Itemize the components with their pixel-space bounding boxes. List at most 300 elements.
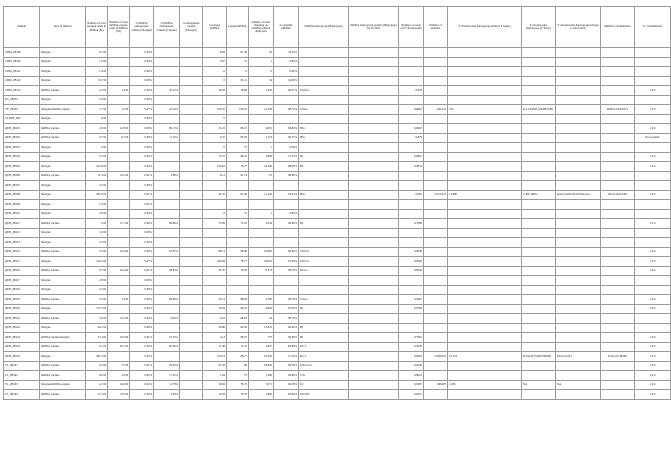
table-cell: 100.73: [203, 352, 227, 362]
column-header: % endogenous content (Shotgun): [180, 7, 203, 48]
table-cell: [154, 143, 180, 153]
table-cell: [556, 133, 601, 143]
table-cell: [448, 323, 522, 333]
table-cell: [154, 152, 180, 162]
table-cell: H1: [299, 333, 349, 343]
table-cell: Not possible: [635, 133, 671, 143]
table-cell: [399, 314, 424, 324]
table-cell: 1: [249, 57, 274, 67]
table-cell: [203, 181, 227, 191]
table-cell: 105.6 M: [86, 162, 108, 172]
table-cell: 2.5 M: [86, 238, 108, 248]
table-cell: 32.15%: [154, 86, 180, 96]
table-cell: 1-2%: [635, 266, 671, 276]
table-cell: [522, 57, 556, 67]
table-cell: [180, 352, 203, 362]
table-cell: [556, 314, 601, 324]
table-cell: 99.99%: [274, 333, 299, 343]
table-cell: 0: [249, 67, 274, 77]
table-cell: [154, 276, 180, 286]
table-cell: K1c1: [299, 352, 349, 362]
table-cell: 10.9 M: [108, 333, 130, 343]
table-cell: [448, 48, 522, 58]
table-cell: [180, 266, 203, 276]
table-cell: QEB_2B103: [4, 143, 40, 153]
table-row: [4, 333, 671, 343]
table-row: [4, 190, 671, 200]
table-cell: [522, 152, 556, 162]
table-cell: [349, 390, 399, 400]
table-cell: 14 M: [108, 86, 130, 96]
table-cell: [601, 133, 635, 143]
table-cell: 1-2%: [635, 342, 671, 352]
table-cell: 1,960: [249, 390, 274, 400]
table-cell: 1: [249, 209, 274, 219]
table-cell: 68.77: [227, 352, 249, 362]
table-cell: [299, 95, 349, 105]
table-cell: 33.33%: [274, 48, 299, 58]
table-cell: [299, 200, 349, 210]
table-cell: 11.3 M: [86, 171, 108, 181]
table-cell: 78.74: [227, 380, 249, 390]
table-cell: [180, 143, 203, 153]
table-cell: R1B1b-M-SJ0113: [601, 105, 635, 115]
table-cell: 69.68%: [154, 295, 180, 305]
table-cell: [154, 238, 180, 248]
table-cell: [424, 257, 448, 267]
table-cell: 12 M: [108, 105, 130, 115]
table-cell: [349, 247, 399, 257]
table-cell: 3,827: [249, 342, 274, 352]
table-row: [4, 152, 671, 162]
table-cell: 1-2%: [635, 295, 671, 305]
table-cell: [349, 152, 399, 162]
table-cell: [601, 276, 635, 286]
table-cell: [522, 342, 556, 352]
table-cell: 2.9 M: [86, 209, 108, 219]
table-cell: 10,895: [249, 247, 274, 257]
table-cell: [349, 295, 399, 305]
table-cell: 65.06%: [154, 342, 180, 352]
table-cell: [635, 228, 671, 238]
table-cell: 0.9538: [399, 342, 424, 352]
table-cell: H1: [299, 219, 349, 229]
table-cell: Shotgun: [40, 181, 86, 191]
table-cell: [180, 228, 203, 238]
table-cell: QEB_2B119: [4, 295, 40, 305]
table-cell: [108, 152, 130, 162]
table-cell: [424, 238, 448, 248]
table-cell: [522, 257, 556, 267]
table-row: [4, 143, 671, 153]
table-cell: 0.00%: [130, 323, 154, 333]
table-cell: [249, 276, 274, 286]
table-cell: [448, 181, 522, 191]
table-cell: K1c1: [299, 342, 349, 352]
table-cell: 1,260: [249, 371, 274, 381]
table-cell: H1: [299, 152, 349, 162]
table-cell: mtDNA capture: [40, 371, 86, 381]
table-cell: 2.5 M: [86, 181, 108, 191]
table-cell: mtDNA capture: [40, 124, 86, 134]
table-cell: QEB_2B107: [4, 181, 40, 191]
table-cell: [227, 114, 249, 124]
table-cell: 5,936,052: [424, 352, 448, 362]
table-cell: 0.02%: [130, 152, 154, 162]
table-cell: 32.00%: [274, 76, 299, 86]
table-cell: [424, 152, 448, 162]
table-cell: 0.00%: [130, 143, 154, 153]
table-cell: 291.2 M: [86, 352, 108, 362]
table-cell: [448, 171, 522, 181]
table-cell: [635, 285, 671, 295]
table-cell: CDM_2B111: [4, 67, 40, 77]
table-cell: 1.6 M: [86, 95, 108, 105]
table-cell: [601, 361, 635, 371]
column-header: Y chromosome haplogroup marker (Y fuzzy): [448, 7, 522, 48]
table-row: [4, 390, 671, 400]
table-cell: 18: [249, 48, 274, 58]
table-cell: [180, 200, 203, 210]
table-cell: [349, 200, 399, 210]
table-cell: 13.57: [203, 152, 227, 162]
table-cell: [349, 190, 399, 200]
table-cell: 18,893: [249, 361, 274, 371]
table-cell: 13.6 M: [108, 390, 130, 400]
table-cell: [601, 304, 635, 314]
table-cell: [180, 333, 203, 343]
table-cell: [556, 105, 601, 115]
table-cell: [424, 361, 448, 371]
table-cell: [448, 76, 522, 86]
table-cell: [448, 342, 522, 352]
column-header: Number of reads on Y chromosome: [399, 7, 424, 48]
table-cell: [349, 171, 399, 181]
table-cell: [249, 95, 274, 105]
table-cell: [556, 304, 601, 314]
table-cell: QEB_2B114: [4, 247, 40, 257]
table-cell: T2b7a1: [299, 257, 349, 267]
table-cell: [180, 181, 203, 191]
table-cell: 0: [203, 67, 227, 77]
table-cell: mtDNA capture: [40, 361, 86, 371]
table-cell: R-CTS4358 (V9AB1338): [522, 105, 556, 115]
column-header: mtDNA haplogroup (Haplogrep): [299, 7, 349, 48]
table-cell: [556, 371, 601, 381]
table-cell: [399, 48, 424, 58]
table-cell: 196.29: [203, 257, 227, 267]
table-cell: 86.13: [203, 247, 227, 257]
table-cell: 0.01%: [130, 333, 154, 343]
table-cell: QEB_2B106: [4, 171, 40, 181]
table-cell: CDM_2B100: [4, 48, 40, 58]
table-cell: [349, 266, 399, 276]
table-cell: 13 M: [108, 295, 130, 305]
table-cell: [108, 190, 130, 200]
table-cell: 4,655: [249, 124, 274, 134]
table-cell: 0.02%: [130, 371, 154, 381]
table-cell: 0.00%: [130, 219, 154, 229]
table-cell: CDM_2B101: [4, 57, 40, 67]
table-row: [4, 247, 671, 257]
table-cell: [556, 171, 601, 181]
table-cell: 9.7 M: [108, 133, 130, 143]
table-cell: 2.5 M: [86, 247, 108, 257]
table-row: [4, 76, 671, 86]
table-cell: [601, 162, 635, 172]
table-cell: [349, 67, 399, 77]
table-cell: 0.07%: [130, 105, 154, 115]
table-cell: 57.10%: [274, 352, 299, 362]
table-cell: [522, 95, 556, 105]
table-cell: [154, 162, 180, 172]
table-cell: 67.26: [227, 190, 249, 200]
table-cell: 4,785: [249, 295, 274, 305]
table-cell: H5a: [299, 133, 349, 143]
table-cell: H1: [299, 304, 349, 314]
table-cell: [601, 380, 635, 390]
table-cell: [180, 257, 203, 267]
table-cell: 11,102: [249, 190, 274, 200]
table-cell: Shotgun: [40, 57, 86, 67]
table-cell: [635, 171, 671, 181]
table-cell: 0.8023: [399, 371, 424, 381]
table-cell: [154, 114, 180, 124]
table-cell: J2a1a1a2b2-M67: [601, 190, 635, 200]
table-cell: [108, 257, 130, 267]
column-header: Y contamination: [635, 7, 671, 48]
table-cell: 61.39: [227, 48, 249, 58]
table-cell: 91.74: [227, 171, 249, 181]
table-cell: 3.7 M: [86, 133, 108, 143]
table-cell: [108, 228, 130, 238]
table-cell: 11.3 M: [86, 390, 108, 400]
table-cell: 84.40%: [274, 323, 299, 333]
table-cell: V35: [299, 371, 349, 381]
table-cell: [108, 276, 130, 286]
table-cell: [424, 133, 448, 143]
table-cell: [180, 304, 203, 314]
table-cell: 73: [227, 57, 249, 67]
table-cell: [154, 57, 180, 67]
table-cell: [108, 200, 130, 210]
table-cell: QEB_2B101: [4, 124, 40, 134]
table-cell: [424, 333, 448, 343]
table-cell: [556, 48, 601, 58]
results-spreadsheet: [3, 6, 663, 400]
table-cell: [522, 238, 556, 248]
table-cell: [399, 143, 424, 153]
table-cell: [203, 95, 227, 105]
table-cell: [180, 67, 203, 77]
table-cell: [299, 114, 349, 124]
table-cell: [424, 247, 448, 257]
table-cell: [349, 95, 399, 105]
table-cell: 3,153: [249, 133, 274, 143]
table-cell: 0.07%: [130, 257, 154, 267]
table-row: [4, 171, 671, 181]
column-header: % mtDNA endogenous content (Shotgun): [130, 7, 154, 48]
table-cell: Shotgun: [40, 190, 86, 200]
table-cell: 78.79: [227, 390, 249, 400]
table-cell: [299, 276, 349, 286]
table-cell: 0.00%: [130, 228, 154, 238]
table-cell: Shotgun: [40, 228, 86, 238]
table-cell: [299, 285, 349, 295]
table-cell: 0.00%: [130, 48, 154, 58]
table-cell: [522, 114, 556, 124]
table-cell: Shotgun: [40, 152, 86, 162]
table-cell: [180, 295, 203, 305]
table-cell: 0.00%: [130, 247, 154, 257]
table-cell: 3.2 M: [86, 228, 108, 238]
column-header: Sample: [4, 7, 40, 48]
table-cell: 0.00%: [130, 342, 154, 352]
table-cell: [274, 95, 299, 105]
table-cell: [274, 238, 299, 248]
table-cell: [299, 228, 349, 238]
table-cell: [601, 209, 635, 219]
table-cell: 6.37: [203, 133, 227, 143]
table-cell: 3.88%: [154, 171, 180, 181]
table-cell: mtDNA capture/shotgun: [40, 333, 86, 343]
table-cell: 16.35%: [154, 333, 180, 343]
table-cell: [203, 228, 227, 238]
table-cell: [601, 200, 635, 210]
table-cell: 1-2%: [635, 257, 671, 267]
table-cell: Shotgun: [40, 162, 86, 172]
table-cell: [249, 114, 274, 124]
table-cell: [274, 114, 299, 124]
table-cell: [424, 276, 448, 286]
table-cell: [108, 57, 130, 67]
table-cell: [399, 276, 424, 286]
table-cell: [556, 228, 601, 238]
table-cell: 6 M: [86, 219, 108, 229]
table-cell: 86.13: [227, 124, 249, 134]
table-cell: [274, 285, 299, 295]
table-cell: [180, 162, 203, 172]
table-cell: 0.23: [203, 314, 227, 324]
table-cell: 99.00%: [274, 171, 299, 181]
table-cell: [108, 238, 130, 248]
table-cell: 7,071: [249, 380, 274, 390]
table-cell: [601, 152, 635, 162]
column-header: Coverage mtDNA: [203, 7, 227, 48]
table-cell: [448, 152, 522, 162]
table-cell: 0.2 M: [86, 361, 108, 371]
table-cell: [399, 209, 424, 219]
table-cell: [424, 162, 448, 172]
table-cell: 99.84%: [274, 124, 299, 134]
table-cell: [448, 247, 522, 257]
table-cell: [154, 304, 180, 314]
table-cell: 0.00%: [274, 57, 299, 67]
table-cell: [399, 95, 424, 105]
table-cell: [349, 371, 399, 381]
table-cell: 17.1 M: [108, 219, 130, 229]
table-cell: [227, 276, 249, 286]
table-cell: [349, 76, 399, 86]
table-cell: [154, 48, 180, 58]
table-cell: [154, 209, 180, 219]
table-cell: 0.00%: [130, 295, 154, 305]
table-cell: [556, 95, 601, 105]
header-row: [4, 7, 671, 48]
table-row: [4, 380, 671, 390]
table-cell: 1.9 M: [86, 200, 108, 210]
table-cell: [601, 295, 635, 305]
table-cell: [601, 285, 635, 295]
table-cell: 0.02%: [130, 380, 154, 390]
table-cell: 8 M: [86, 114, 108, 124]
table-cell: [556, 390, 601, 400]
table-cell: 33.04: [203, 304, 227, 314]
table-cell: 0.00%: [130, 57, 154, 67]
table-cell: Shotgun: [40, 76, 86, 86]
table-cell: [424, 342, 448, 352]
table-cell: [635, 48, 671, 58]
table-cell: [299, 143, 349, 153]
table-cell: [556, 361, 601, 371]
table-cell: 0.00%: [130, 390, 154, 400]
table-cell: 0.8234: [399, 266, 424, 276]
table-cell: 86.15%: [154, 124, 180, 134]
table-cell: 19 M: [108, 371, 130, 381]
table-cell: [556, 276, 601, 286]
table-cell: [154, 190, 180, 200]
table-cell: [349, 361, 399, 371]
table-cell: [299, 238, 349, 248]
table-cell: 21.53%: [274, 152, 299, 162]
table-cell: 69.59: [227, 323, 249, 333]
table-cell: 16.58: [203, 86, 227, 96]
table-cell: [424, 209, 448, 219]
column-header: % clonality mtDNA: [274, 7, 299, 48]
table-cell: TL_2B101: [4, 361, 40, 371]
table-cell: 0.01%: [130, 200, 154, 210]
table-cell: K1a1a: [299, 266, 349, 276]
table-cell: 3,869: [249, 152, 274, 162]
table-cell: Shotgun: [40, 200, 86, 210]
table-cell: [522, 162, 556, 172]
table-cell: [424, 57, 448, 67]
table-cell: [556, 124, 601, 134]
table-cell: 8.11: [203, 171, 227, 181]
table-cell: 0.02%: [130, 304, 154, 314]
table-cell: [448, 390, 522, 400]
table-cell: 0.01%: [130, 190, 154, 200]
table-cell: QEB_2B108: [4, 190, 40, 200]
table-cell: [399, 171, 424, 181]
table-cell: 0.7 M: [86, 48, 108, 58]
table-cell: [448, 133, 522, 143]
table-cell: L-BY-18972: [522, 190, 556, 200]
table-cell: [601, 57, 635, 67]
table-cell: 3-1%: [635, 219, 671, 229]
table-cell: 23,290: [249, 162, 274, 172]
table-cell: R-Z2146 (Y467230029): [522, 352, 556, 362]
table-cell: Shotgun/mtDNA capture: [40, 105, 86, 115]
table-cell: [556, 333, 601, 343]
table-cell: 0.00%: [130, 276, 154, 286]
table-cell: [556, 200, 601, 210]
table-cell: [108, 352, 130, 362]
table-cell: 13,823: [249, 323, 274, 333]
table-cell: [349, 209, 399, 219]
column-header: mtDNA haplogroup quality (Haplogrep) [v1.0] 2021: [349, 7, 399, 48]
table-cell: 17.4 M: [86, 333, 108, 343]
